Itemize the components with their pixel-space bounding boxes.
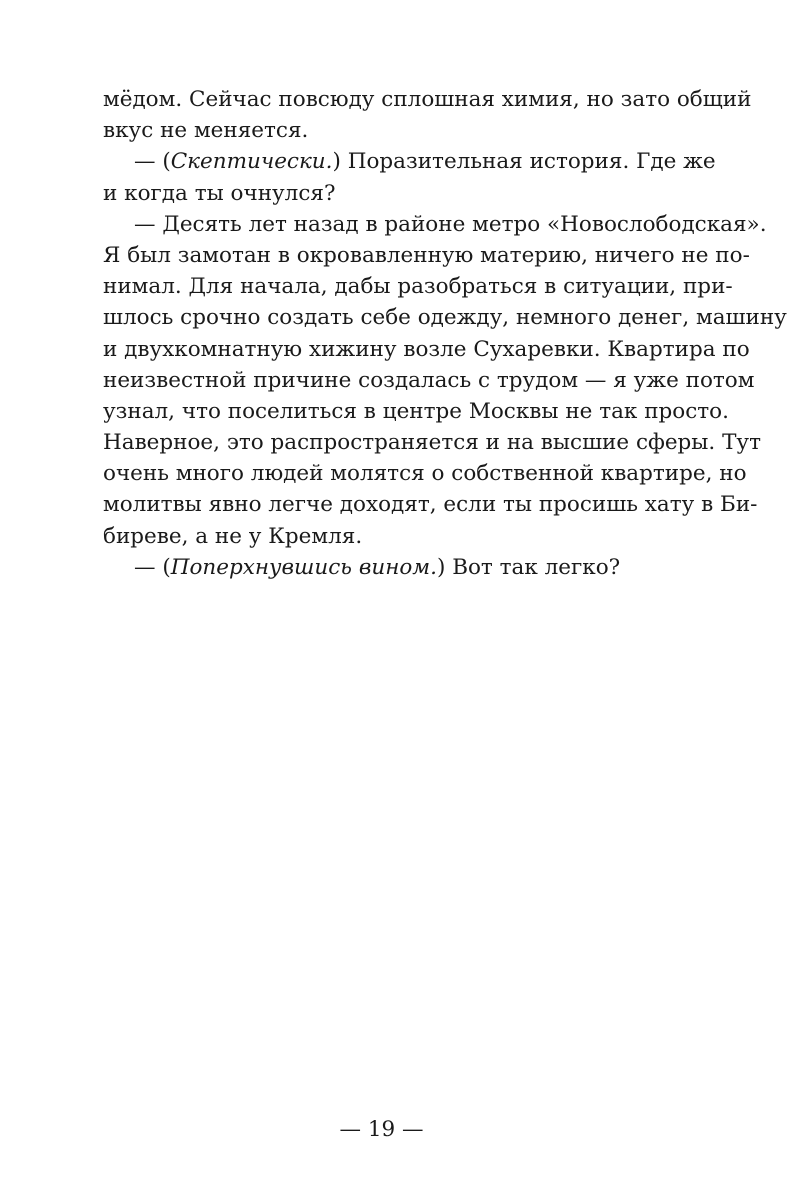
text-line-06: Я был замотан в окровавленную материю, ничего не по- [103, 242, 750, 268]
page-number: — 19 — [339, 1117, 424, 1142]
text-line-04: и когда ты очнулся? [103, 180, 336, 206]
text-line-14: молитвы явно легче доходят, если ты просишь хату в Би- [103, 492, 758, 518]
text-line-07: нимал. Для начала, дабы разобраться в ситуации, при- [103, 274, 733, 300]
text-segment: ) Вот так легко? [436, 554, 621, 580]
text-line-15: биреве, а не у Кремля. [103, 523, 363, 549]
text-line-12: Наверное, это распространяется и на высшие сферы. Тут [103, 430, 761, 456]
italic-remark: Поперхнувшись вином. [170, 554, 437, 580]
text-line-09: и двухкомнатную хижину возле Сухаревки. Квартира по [103, 336, 750, 362]
text-line-05: — Десять лет назад в районе метро «Новослободская». [134, 211, 767, 237]
text-line-16 [103, 552, 661, 583]
text-line-11: узнал, что поселиться в центре Москвы не так просто. [103, 398, 729, 424]
text-line-10: неизвестной причине создалась с трудом — я уже потом [103, 367, 755, 393]
text-line-13: очень много людей молятся о собственной квартире, но [103, 461, 747, 487]
text-line-01: мёдом. Сейчас повсюду сплошная химия, но зато общий [103, 87, 752, 112]
italic-remark: Скептически. [170, 149, 333, 175]
text-line-02: вкус не меняется. [103, 118, 309, 144]
page-text [103, 84, 787, 1174]
text-segment: — ( [134, 149, 171, 175]
text-segment: — ( [134, 554, 171, 580]
text-segment: ) Поразительная история. Где же [332, 149, 716, 175]
text-line-03 [103, 146, 716, 177]
text-line-08: шлось срочно создать себе одежду, немного денег, машину [103, 305, 787, 331]
